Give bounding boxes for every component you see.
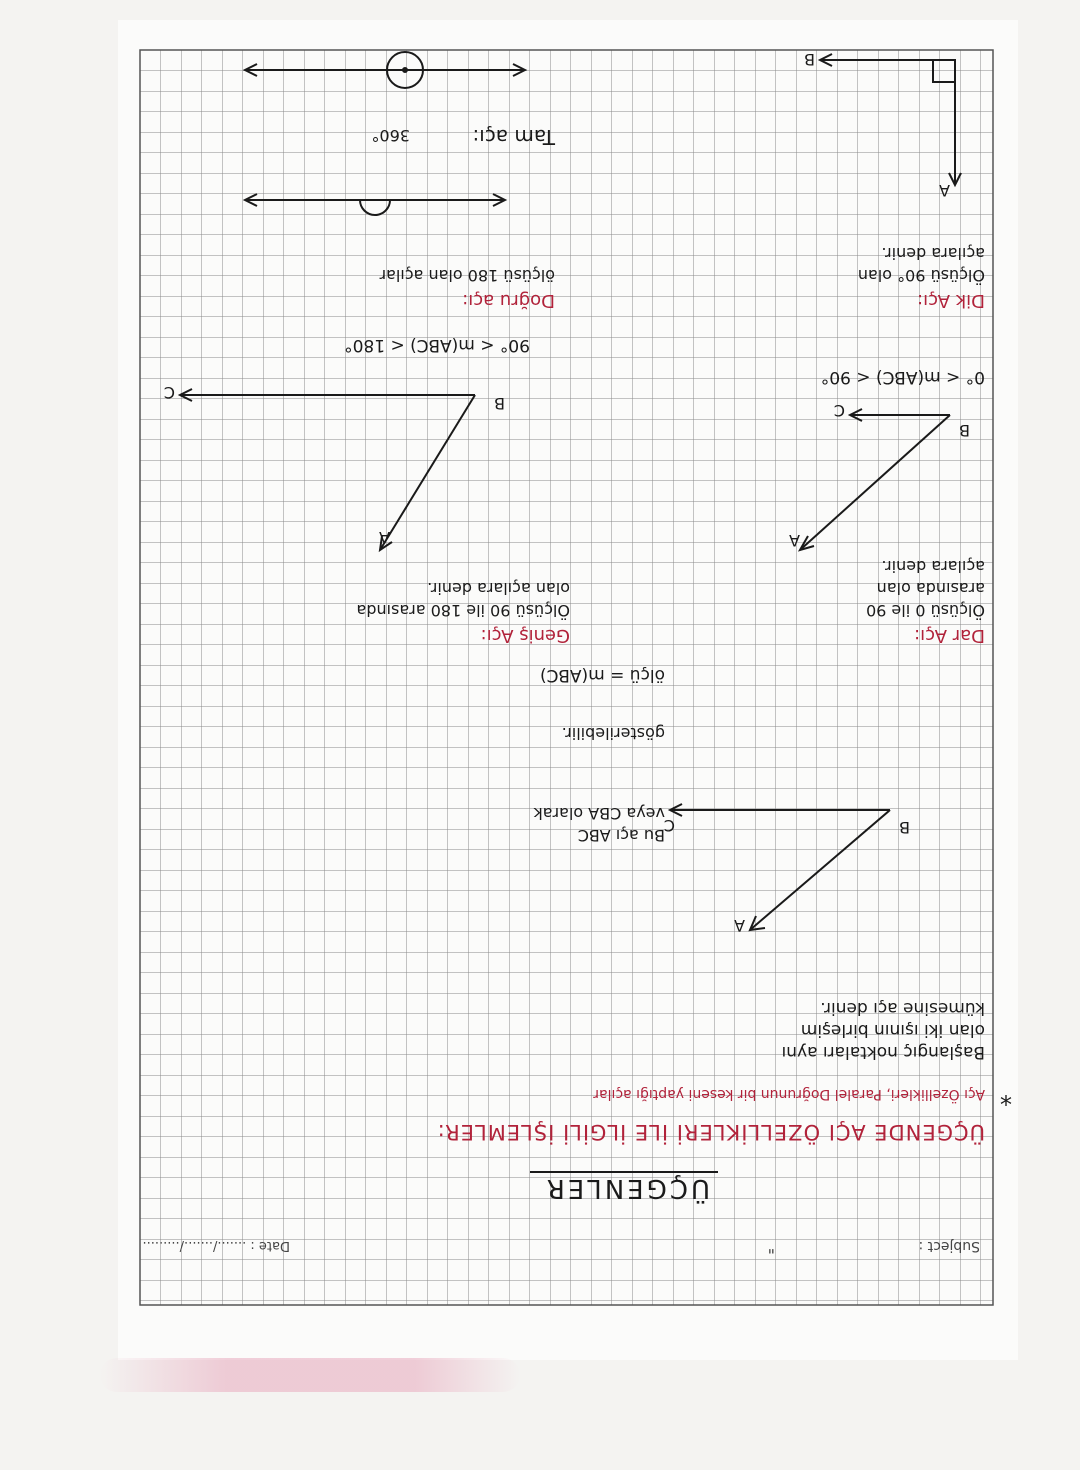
full-angle-title: Tam açı: xyxy=(472,125,555,149)
acute-point-b: B xyxy=(959,421,970,440)
subject-label: Subject : xyxy=(918,1238,980,1254)
right-angle-desc-1: Ölçüsü 90° olan xyxy=(857,266,985,285)
obtuse-point-c: C xyxy=(163,383,175,402)
acute-point-a: A xyxy=(789,531,800,550)
right-angle-title: Dik Açı: xyxy=(917,290,985,311)
point-label-a: A xyxy=(734,916,745,935)
angle-naming-line-2: veya CBA olarak xyxy=(533,804,665,823)
definition-line-2: olan iki ışının birleşim xyxy=(800,1020,985,1040)
obtuse-point-a: A xyxy=(379,528,390,547)
obtuse-angle-desc-2: olan açılara denir. xyxy=(427,579,570,598)
star-bullet: * xyxy=(1000,1082,1012,1110)
obtuse-point-b: B xyxy=(494,394,505,413)
date-label: Date : ......./......./......... xyxy=(142,1238,290,1253)
right-angle-point-b: B xyxy=(804,50,815,69)
star-line: Açı Özellikleri, Paralel Doğrunun bir keseni yaptığı açılar xyxy=(593,1086,985,1102)
measure-formula: ölçü = m(ABC) xyxy=(540,665,665,685)
section-heading: ÜÇGENDE AÇI ÖZELLİKLERİ İLE İLGİLİ İŞLEMLER: xyxy=(436,1120,985,1144)
obtuse-angle-title: Geniş Açı: xyxy=(480,625,570,646)
definition-line-3: kümesine açı denir. xyxy=(820,998,985,1018)
page-title: ÜÇGENLER xyxy=(543,1173,710,1203)
acute-point-c: C xyxy=(833,401,845,420)
acute-inequality: 0° < m(ABC) < 90° xyxy=(820,367,985,387)
obtuse-inequality: 90° < m(ABC) < 180° xyxy=(344,335,530,355)
obtuse-angle-desc-1: Ölçüsü 90 ile 180 arasında xyxy=(356,601,570,620)
angle-naming-line-3: gösterilebilir. xyxy=(561,724,665,743)
definition-line-1: Başlangıç noktaları aynı xyxy=(781,1042,985,1062)
quote-mark: " xyxy=(767,1238,775,1257)
pink-stain xyxy=(100,1358,520,1392)
point-label-c: C xyxy=(663,816,675,835)
acute-angle-title: Dar Açı: xyxy=(914,625,985,646)
straight-angle-desc: ölçüsü 180 olan açılar xyxy=(379,266,555,285)
right-angle-point-a: A xyxy=(939,181,950,200)
acute-angle-desc-1: Ölçüsü 0 ile 90 xyxy=(866,601,985,620)
straight-angle-title: Doğru açı: xyxy=(462,290,555,311)
right-angle-desc-2: açılara denir. xyxy=(881,244,985,263)
point-label-b: B xyxy=(899,818,910,837)
acute-angle-desc-3: açılara denir. xyxy=(881,557,985,576)
full-angle-value: 360° xyxy=(371,126,410,145)
acute-angle-desc-2: arasında olan xyxy=(876,579,985,598)
angle-naming-line-1: Bu açı ABC xyxy=(577,826,665,845)
